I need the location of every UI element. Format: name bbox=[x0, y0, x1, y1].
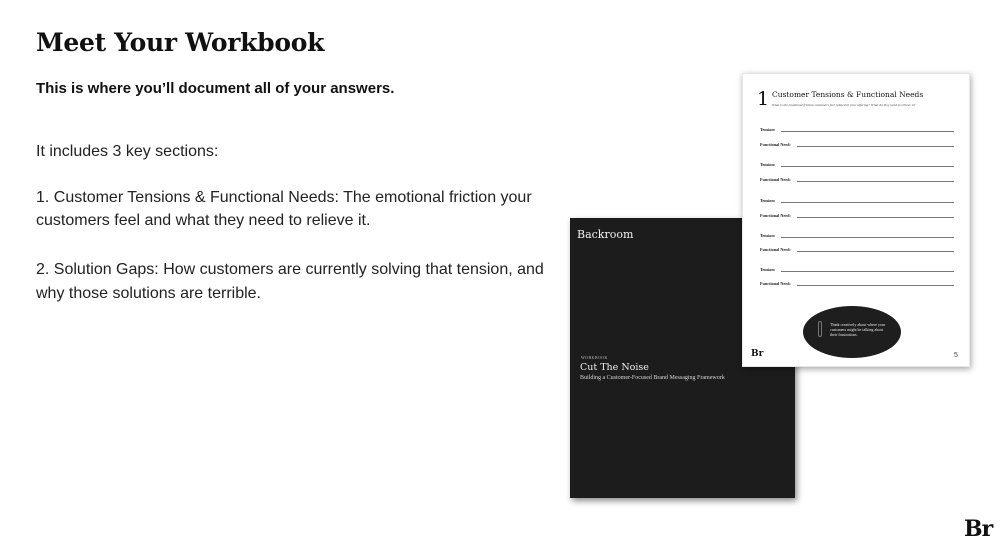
functional-need-field bbox=[760, 141, 954, 147]
functional-need-label: Functional Need: bbox=[760, 142, 791, 147]
tension-field bbox=[760, 126, 954, 132]
tension-line bbox=[781, 235, 954, 238]
tension-field bbox=[760, 266, 954, 272]
functional-need-field bbox=[760, 176, 954, 182]
cover-title: Cut The Noise bbox=[580, 362, 649, 373]
tension-line bbox=[781, 129, 954, 132]
cover-subtitle: Building a Customer-Focused Brand Messaging Framework bbox=[580, 375, 725, 381]
page-heading: Customer Tensions & Functional Needs bbox=[772, 90, 924, 99]
tension-field bbox=[760, 161, 954, 167]
page-title: Meet Your Workbook bbox=[36, 28, 325, 57]
tension-label: Tension: bbox=[760, 198, 776, 203]
functional-need-line bbox=[797, 144, 954, 147]
page-number: 5 bbox=[954, 352, 958, 359]
pen-icon bbox=[818, 321, 822, 337]
workbook-page bbox=[742, 73, 970, 367]
tension-label: Tension: bbox=[760, 162, 776, 167]
tension-label: Tension: bbox=[760, 233, 776, 238]
tension-line bbox=[781, 200, 954, 203]
page-logo: Br bbox=[751, 349, 764, 359]
functional-need-line bbox=[797, 283, 954, 286]
page-subtitle: This is where you’ll document all of your answers. bbox=[36, 80, 395, 97]
section-item-solution-gaps: 2. Solution Gaps: How customers are currently solving that tension, and why those solutions are terrible. bbox=[36, 261, 544, 302]
callout-bubble bbox=[803, 306, 901, 358]
tension-label: Tension: bbox=[760, 127, 776, 132]
page-section-number: 1 bbox=[757, 88, 770, 110]
functional-need-line bbox=[797, 249, 954, 252]
section-item-customer-tensions: 1. Customer Tensions & Functional Needs: The emotional friction your customers feel and what they need to relieve it. bbox=[36, 189, 532, 229]
page-prompt: What is the emotional friction customers feel related to your offering? What do they need to relieve it? bbox=[772, 103, 916, 107]
cover-kicker: WORKBOOK bbox=[581, 355, 608, 360]
functional-need-label: Functional Need: bbox=[760, 247, 791, 252]
functional-need-label: Functional Need: bbox=[760, 281, 791, 286]
tension-field bbox=[760, 197, 954, 203]
tension-label: Tension: bbox=[760, 267, 776, 272]
intro-text: It includes 3 key sections: bbox=[36, 143, 219, 160]
callout-text: Think creatively about where your customers might be talking about their frustrations. bbox=[830, 322, 886, 337]
tension-line bbox=[781, 164, 954, 167]
cover-brand: Backroom bbox=[577, 228, 634, 241]
functional-need-field bbox=[760, 212, 954, 218]
functional-need-label: Functional Need: bbox=[760, 177, 791, 182]
tension-field bbox=[760, 232, 954, 238]
functional-need-line bbox=[797, 179, 954, 182]
functional-need-field bbox=[760, 280, 954, 286]
functional-need-line bbox=[797, 215, 954, 218]
functional-need-label: Functional Need: bbox=[760, 213, 791, 218]
functional-need-field bbox=[760, 246, 954, 252]
brand-logo: Br bbox=[964, 516, 993, 542]
tension-line bbox=[781, 269, 954, 272]
